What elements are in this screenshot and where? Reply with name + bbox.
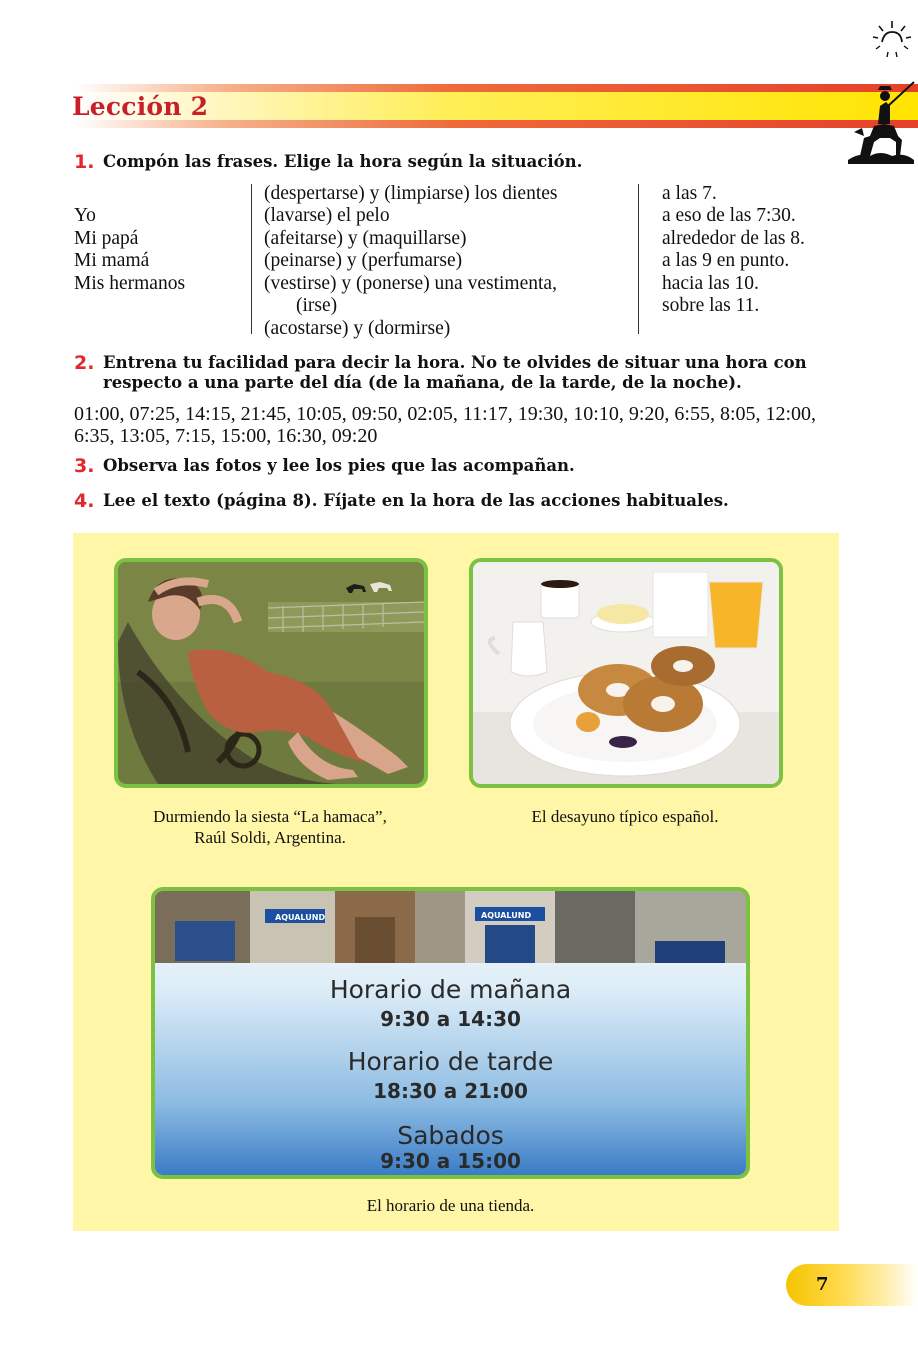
- lesson-title: Lección 2: [72, 92, 209, 121]
- caption-line: Durmiendo la siesta “La hamaca”,: [153, 807, 387, 826]
- schedule-hours: 9:30 a 14:30: [380, 1007, 521, 1031]
- hammock-caption: [100, 806, 440, 848]
- action: (afeitarse) y (maquillarse): [264, 227, 467, 249]
- exercise-number: 3.: [74, 455, 95, 477]
- action: (despertarse) y (limpiarse) los dientes: [264, 182, 558, 204]
- subject: Mis hermanos: [74, 272, 186, 294]
- breakfast-image: [469, 558, 783, 788]
- time-expression: a eso de las 7:30.: [662, 205, 796, 226]
- column-divider: [638, 184, 639, 334]
- breakfast-caption: El desayuno típico español.: [531, 807, 719, 826]
- sun-icon: [872, 18, 912, 60]
- action: (vestirse) y (ponerse) una vestimenta,: [264, 272, 557, 294]
- exercise-number: 1.: [74, 151, 95, 173]
- shop-sign: AQUALUND: [275, 913, 326, 922]
- subject: Mi mamá: [74, 250, 150, 271]
- exercise-instruction: Lee el texto (página 8). Fíjate en la hora de las acciones habituales.: [103, 491, 729, 510]
- exercise-number: 2.: [74, 352, 95, 374]
- schedule-title: Sabados: [397, 1121, 504, 1150]
- action: (acostarse) y (dormirse): [264, 317, 451, 339]
- column-divider: [251, 184, 252, 334]
- action: (irse): [296, 295, 338, 316]
- exercise-3: [74, 456, 854, 476]
- action: (peinarse) y (perfumarse): [264, 250, 463, 271]
- page-number-tab: [786, 1264, 918, 1306]
- time-list: 01:00, 07:25, 14:15, 21:45, 10:05, 09:50, 02:05, 11:17, 19:30, 10:10, 9:20, 6:55, 8:05, 12:00, 6:35, 13:05, 7:15, 15:00, 16:30, 09:20: [74, 403, 817, 447]
- time-expression: alrededor de las 8.: [662, 227, 805, 249]
- exercise-instruction: Observa las fotos y lee los pies que las acompañan.: [103, 456, 575, 475]
- action: (lavarse) el pelo: [264, 205, 390, 226]
- schedule-title: Horario de tarde: [347, 1047, 554, 1076]
- page-number: 7: [816, 1274, 829, 1295]
- hammock-painting-image: [114, 558, 428, 788]
- shop-caption: El horario de una tienda.: [366, 1196, 535, 1215]
- schedule-hours: 9:30 a 15:00: [380, 1149, 521, 1173]
- shop-schedule-image: [151, 887, 750, 1179]
- time-expression: hacia las 10.: [662, 272, 759, 294]
- subject: Mi papá: [74, 227, 139, 249]
- schedule-hours: 18:30 a 21:00: [373, 1079, 528, 1103]
- time-expression: a las 9 en punto.: [662, 250, 790, 271]
- exercise-instruction: Compón las frases. Elige la hora según la situación.: [103, 152, 583, 171]
- schedule-title: Horario de mañana: [329, 975, 572, 1004]
- caption-line: Raúl Soldi, Argentina.: [194, 828, 346, 847]
- time-expression: a las 7.: [662, 182, 717, 204]
- exercise-2: [74, 353, 844, 393]
- exercise-number: 4.: [74, 490, 95, 512]
- subject: Yo: [74, 205, 96, 226]
- exercise-4: [74, 491, 854, 511]
- time-expression: sobre las 11.: [662, 295, 760, 316]
- exercise-1: [74, 152, 854, 172]
- exercise-instruction: Entrena tu facilidad para decir la hora. No te olvides de situar una hora con respecto a una parte del día (de la mañana, de la tarde, de la noche).: [103, 353, 807, 392]
- shop-sign: AQUALUND: [481, 911, 532, 920]
